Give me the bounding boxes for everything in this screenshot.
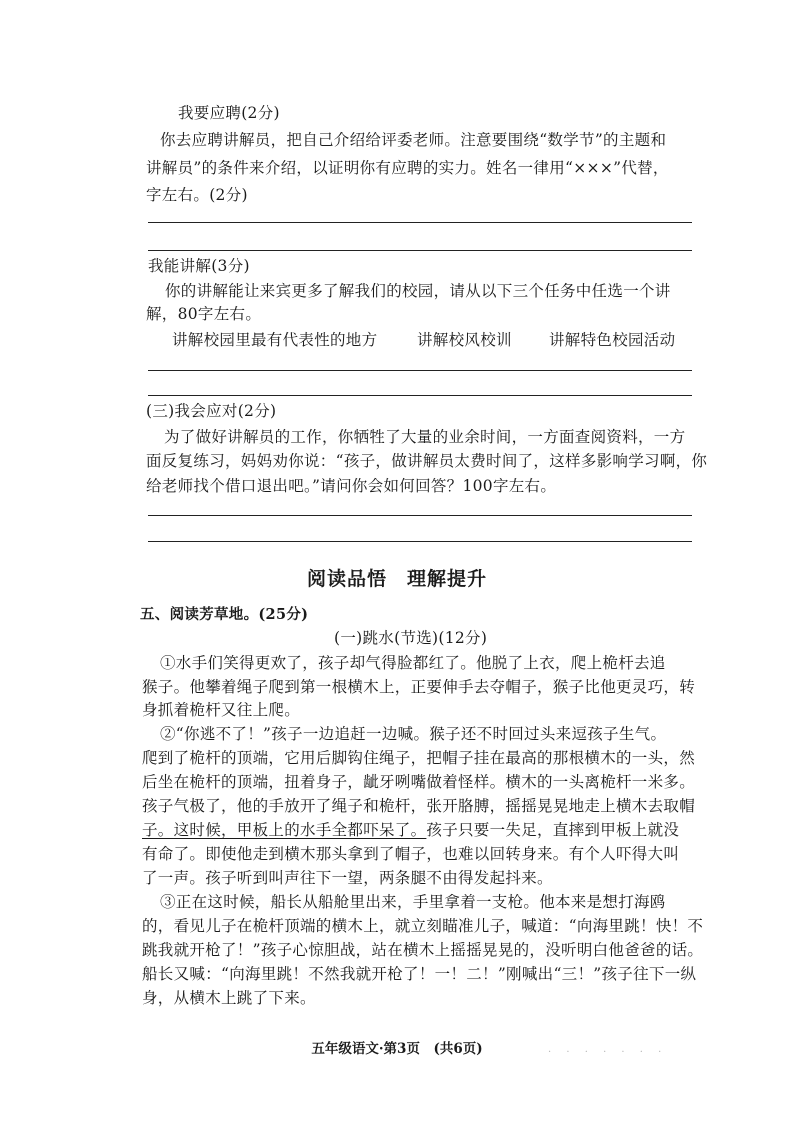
section-title: 阅读品悟 理解提升 — [306, 568, 487, 590]
paragraph-2-line-6: 有命了。即使他走到横木那头拿到了帽子，也难以回转身来。有个人吓得大叫 — [142, 845, 680, 863]
task3-line-2: 面反复练习，妈妈劝你说：“孩子，做讲解员太费时间了，这样多影响学习啊，你 — [146, 452, 708, 470]
paragraph-2-line-5-rest: 孩子只要一失足，直摔到甲板上就没 — [426, 821, 680, 839]
reading-subtitle: (一)跳水(节选)(12分) — [334, 629, 488, 647]
paragraph-2-line-4: 孩子气极了，他的手放开了绳子和桅杆，张开胳膊，摇摇晃晃地走上横木去取帽 — [142, 797, 696, 815]
paragraph-1-line-3: 身抓着桅杆又往上爬。 — [142, 701, 301, 719]
task2-line-2: 解，80字左右。 — [146, 305, 262, 323]
paragraph-2-line-5 — [142, 820, 679, 840]
task2-option-2: 讲解校风校训 — [417, 331, 512, 349]
task1-heading: 我要应聘(2分) — [178, 104, 280, 122]
underlined-sentence: 子。这时候，甲板上的水手全都吓呆了。 — [142, 821, 427, 839]
task2-option-3: 讲解特色校园活动 — [549, 331, 676, 349]
page-footer: 五年级语文·第3页 (共6页) — [311, 1041, 483, 1057]
paragraph-1-line-2: 猴子。他攀着绳子爬到第一根横木上，正要伸手去夺帽子，猴子比他更灵巧，转 — [142, 678, 696, 696]
paragraph-1-line-1: ①水手们笑得更欢了，孩子却气得脸都红了。他脱了上衣，爬上桅杆去追 — [160, 654, 666, 672]
paragraph-3-line-5: 身，从横木上跳了下来。 — [142, 989, 316, 1007]
answer-line[interactable] — [148, 370, 692, 371]
task3-line-3: 给老师找个借口退出吧。”请问你会如何回答？100字左右。 — [146, 477, 557, 495]
paragraph-3-line-2: 的，看见儿子在桅杆顶端的横木上，就立刻瞄准儿子，喊道：“向海里跳！快！不 — [142, 917, 704, 935]
task3-line-1: 为了做好讲解员的工作，你牺牲了大量的业余时间，一方面查阅资料，一方 — [164, 428, 686, 446]
scan-artifact: · · · · · · · — [548, 1047, 668, 1058]
task2-option-1: 讲解校园里最有代表性的地方 — [172, 331, 378, 349]
answer-line[interactable] — [148, 250, 692, 251]
task2-line-1: 你的讲解能让来宾更多了解我们的校园，请从以下三个任务中任选一个讲 — [165, 282, 671, 300]
answer-line[interactable] — [148, 515, 692, 516]
paragraph-3-line-4: 船长又喊：“向海里跳！不然我就开枪了！一！二！”刚喊出“三！”孩子往下一纵 — [142, 965, 697, 983]
paragraph-2-line-2: 爬到了桅杆的顶端，它用后脚钩住绳子，把帽子挂在最高的那根横木的一头，然 — [142, 749, 696, 767]
task1-line-3: 字左右。(2分) — [146, 186, 248, 204]
task2-heading: 我能讲解(3分) — [148, 257, 250, 275]
paragraph-3-line-3: 跳我就开枪了！”孩子心惊胆战，站在横木上摇摇晃晃的，没听明白他爸爸的话。 — [142, 941, 704, 959]
paragraph-2-line-7: 了一声。孩子听到叫声往下一望，两条腿不由得发起抖来。 — [142, 869, 553, 887]
answer-line[interactable] — [148, 541, 692, 542]
task1-line-2: 讲解员”的条件来介绍，以证明你有应聘的实力。姓名一律用“×××”代替， — [146, 159, 669, 177]
answer-line[interactable] — [148, 395, 692, 396]
task1-line-1: 你去应聘讲解员，把自己介绍给评委老师。注意要围绕“数学节”的主题和 — [160, 131, 667, 149]
task3-heading: (三)我会应对(2分) — [146, 402, 277, 420]
reading-heading: 五、阅读芳草地。(25分) — [140, 606, 309, 623]
paragraph-2-line-1: ②“你逃不了！”孩子一边追赶一边喊。猴子还不时回过头来逗孩子生气。 — [160, 725, 667, 743]
answer-line[interactable] — [148, 222, 692, 223]
paragraph-2-line-3: 后坐在桅杆的顶端，扭着身子，龇牙咧嘴做着怪样。横木的一头离桅杆一米多。 — [142, 773, 696, 791]
paragraph-3-line-1: ③正在这时候，船长从船舱里出来，手里拿着一支枪。他本来是想打海鸥 — [160, 893, 666, 911]
